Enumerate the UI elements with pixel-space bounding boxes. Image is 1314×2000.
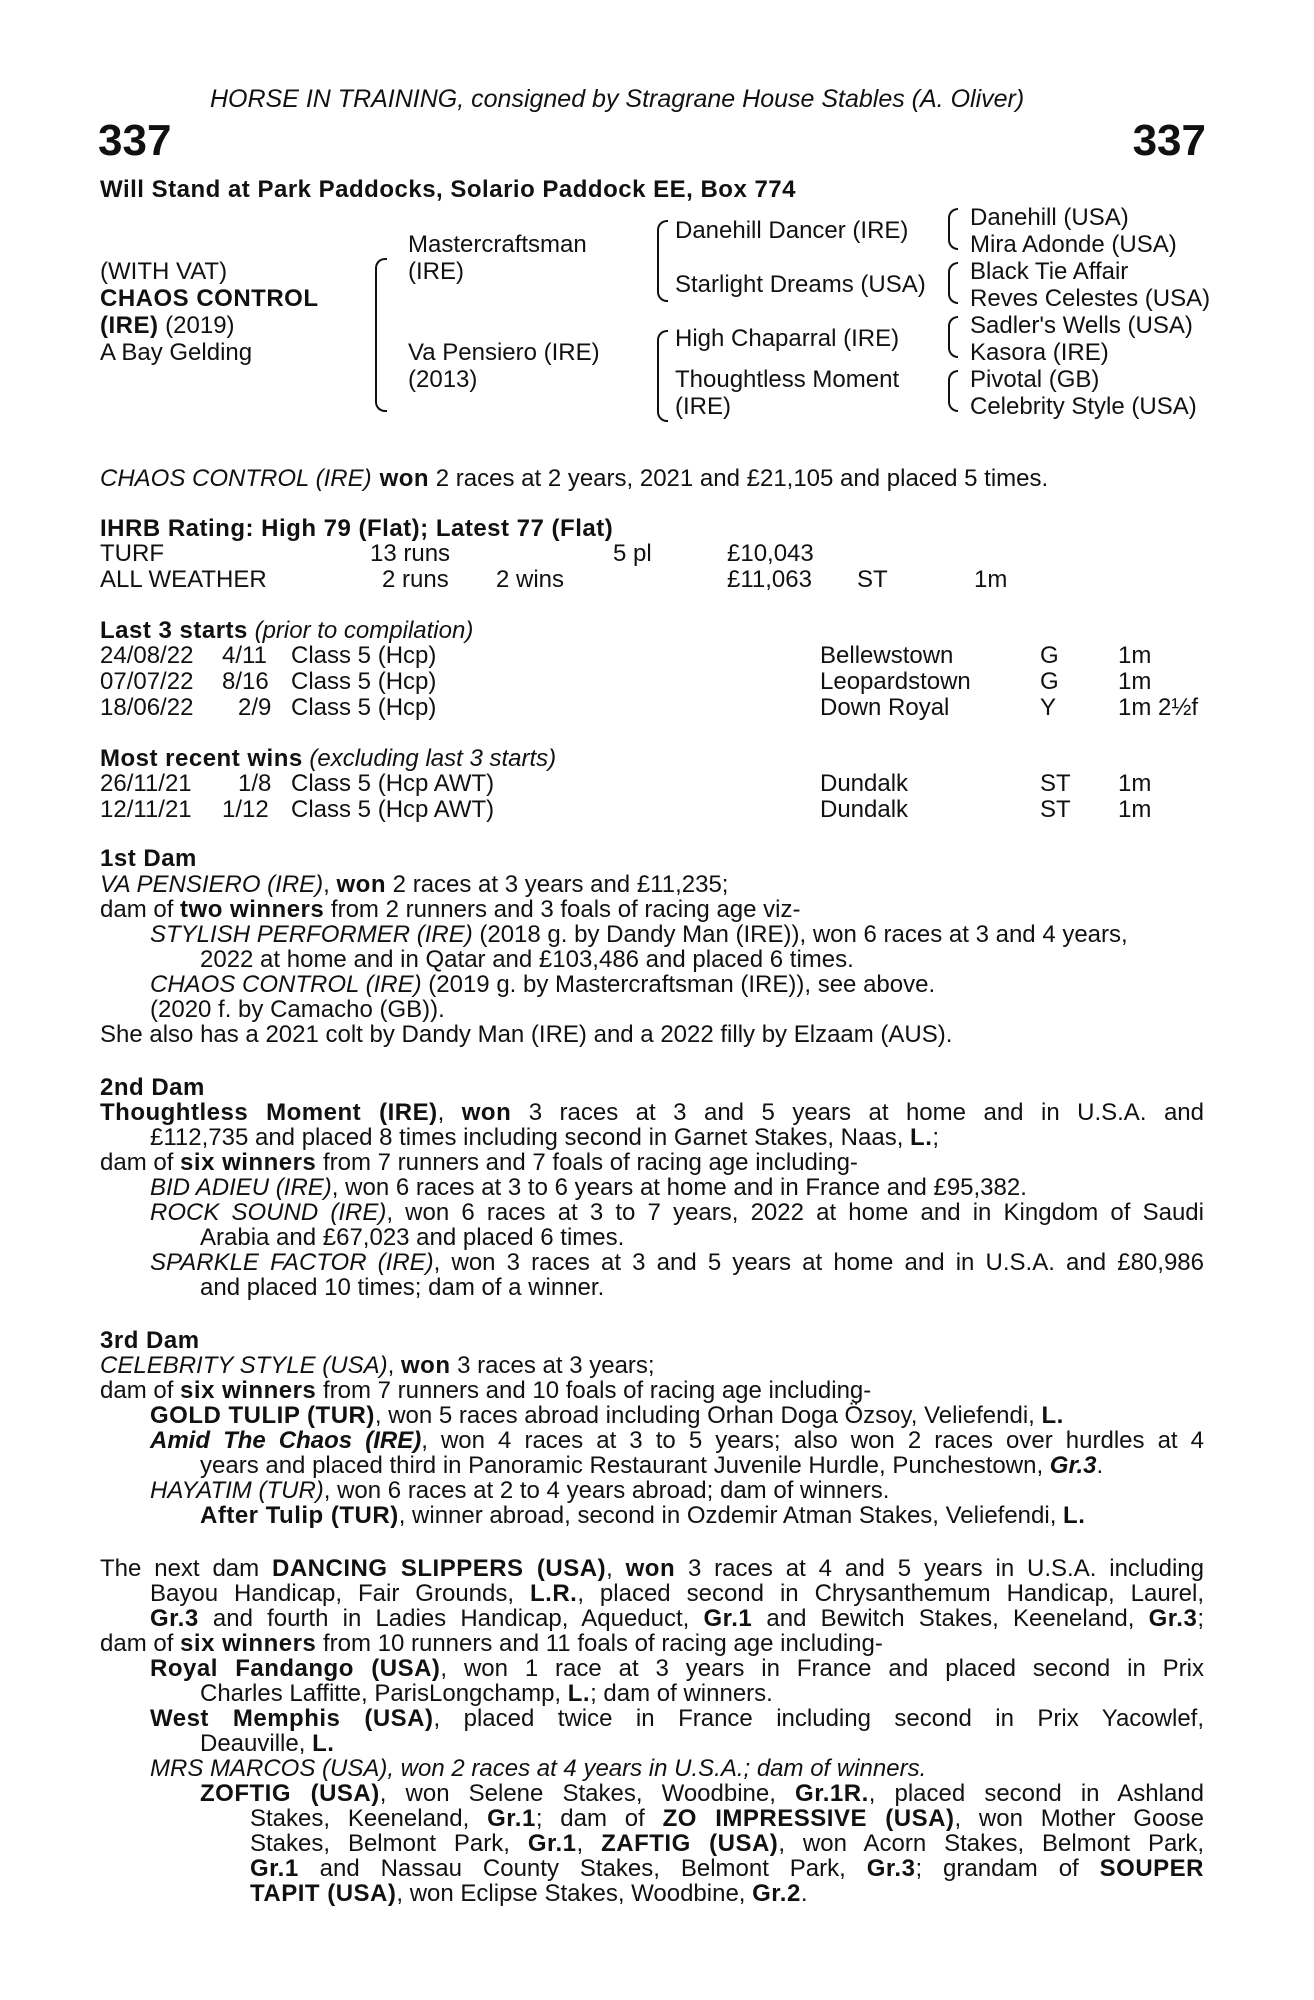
rating-distance: 1m <box>974 566 1008 593</box>
pedigree-brace-dam <box>657 330 668 422</box>
lot-number-right: 337 <box>1132 116 1206 165</box>
dam3-line: GOLD TULIP (TUR), won 5 races abroad including Orhan Doga Özsoy, Veliefendi, L. <box>150 1402 1064 1429</box>
rating-earnings: £11,063 <box>727 566 812 593</box>
dam1-line: STYLISH PERFORMER (IRE) (2018 g. by Dandy Man (IRE)), won 6 races at 3 and 4 years, <box>150 921 1128 948</box>
dam3-line: HAYATIM (TUR), won 6 races at 2 to 4 years abroad; dam of winners. <box>150 1477 890 1504</box>
nextdam-line: Bayou Handicap, Fair Grounds, L.R., placed second in Chrysanthemum Handicap, Laurel, <box>150 1580 1205 1607</box>
win-position: 1/8 <box>238 770 272 797</box>
ds-sire: Sadler's Wells (USA) <box>970 312 1193 339</box>
ds-dam: Kasora (IRE) <box>970 339 1109 366</box>
dam-sire: High Chaparral (IRE) <box>675 325 900 352</box>
dam3-line: years and placed third in Panoramic Restaurant Juvenile Hurdle, Punchestown, Gr.3. <box>200 1452 1104 1479</box>
win-class: Class 5 (Hcp AWT) <box>291 796 495 823</box>
start-class: Class 5 (Hcp) <box>291 668 437 695</box>
rating-wins: 2 wins <box>496 566 565 593</box>
start-position: 2/9 <box>238 694 272 721</box>
dam1-line: dam of two winners from 2 runners and 3 foals of racing age viz- <box>100 896 801 923</box>
start-course: Leopardstown <box>820 668 971 695</box>
start-distance: 1m 2½f <box>1118 694 1199 721</box>
sire-sire: Danehill Dancer (IRE) <box>675 217 909 244</box>
nextdam-line: Gr.1 and Nassau County Stakes, Belmont Park, Gr.3; grandam of SOUPER <box>250 1855 1204 1882</box>
horse-name-suffix: (IRE) (2019) <box>100 312 235 339</box>
sd-dam: Reves Celestes (USA) <box>970 285 1211 312</box>
dd-sire: Pivotal (GB) <box>970 366 1100 393</box>
nextdam-line: ZOFTIG (USA), won Selene Stakes, Woodbine, Gr.1R., placed second in Ashland <box>200 1780 1205 1807</box>
start-course: Down Royal <box>820 694 950 721</box>
consignment-line: HORSE IN TRAINING, consigned by Stragrane House Stables (A. Oliver) <box>210 85 1025 113</box>
dam3-line: Amid The Chaos (IRE), won 4 races at 3 to 5 years; also won 2 races over hurdles at 4 <box>150 1427 1204 1454</box>
rating-placed: 5 pl <box>613 540 652 567</box>
dam-name: Va Pensiero (IRE) <box>408 339 600 366</box>
ss-dam: Mira Adonde (USA) <box>970 231 1177 258</box>
dd-dam: Celebrity Style (USA) <box>970 393 1197 420</box>
dam3-line: CELEBRITY STYLE (USA), won 3 races at 3 years; <box>100 1352 655 1379</box>
win-going: ST <box>1040 796 1071 823</box>
recent-wins-title: Most recent wins (excluding last 3 starts) <box>100 745 557 772</box>
dam1-line: 2022 at home and in Qatar and £103,486 and placed 6 times. <box>200 946 854 973</box>
dam2-line: Arabia and £67,023 and placed 6 times. <box>200 1224 625 1251</box>
sire-name: Mastercraftsman <box>408 231 587 258</box>
ss-sire: Danehill (USA) <box>970 204 1129 231</box>
dam-year: (2013) <box>408 366 478 393</box>
sd-sire: Black Tie Affair <box>970 258 1129 285</box>
rating-going: ST <box>857 566 888 593</box>
horse-name: CHAOS CONTROL <box>100 285 319 312</box>
nextdam-line: TAPIT (USA), won Eclipse Stakes, Woodbine, Gr.2. <box>250 1880 808 1907</box>
vat-label: (WITH VAT) <box>100 258 228 285</box>
rating-surface: TURF <box>100 540 164 567</box>
last3-title: Last 3 starts (prior to compilation) <box>100 617 474 644</box>
rating-runs: 13 runs <box>370 540 451 567</box>
pedigree-brace-sd <box>948 262 958 304</box>
nextdam-line: Gr.3 and fourth in Ladies Handicap, Aqueduct, Gr.1 and Bewitch Stakes, Keeneland, Gr.3; <box>150 1605 1204 1632</box>
dam2-line: ROCK SOUND (IRE), won 6 races at 3 to 7 years, 2022 at home and in Kingdom of Saudi <box>150 1199 1204 1226</box>
nextdam-line: Stakes, Belmont Park, Gr.1, ZAFTIG (USA), won Acorn Stakes, Belmont Park, <box>250 1830 1204 1857</box>
rating-title: IHRB Rating: High 79 (Flat); Latest 77 (Flat) <box>100 515 614 542</box>
start-date: 07/07/22 <box>100 668 194 695</box>
dam1-line: VA PENSIERO (IRE), won 2 races at 3 years and £11,235; <box>100 871 729 898</box>
start-class: Class 5 (Hcp) <box>291 642 437 669</box>
dam3-title: 3rd Dam <box>100 1327 200 1354</box>
dam2-title: 2nd Dam <box>100 1074 205 1101</box>
nextdam-line: Deauville, L. <box>200 1730 335 1757</box>
pedigree-brace-sire <box>657 220 668 302</box>
start-distance: 1m <box>1118 668 1152 695</box>
pedigree-brace-ss <box>948 208 958 250</box>
dam2-line: SPARKLE FACTOR (IRE), won 3 races at 3 and 5 years at home and in U.S.A. and £80,986 <box>150 1249 1204 1276</box>
dam2-line: and placed 10 times; dam of a winner. <box>200 1274 605 1301</box>
win-date: 26/11/21 <box>100 770 192 797</box>
rating-runs: 2 runs <box>382 566 449 593</box>
dam3-line: dam of six winners from 7 runners and 10 foals of racing age including- <box>100 1377 872 1404</box>
nextdam-line: MRS MARCOS (USA), won 2 races at 4 years in U.S.A.; dam of winners. <box>150 1755 927 1782</box>
dam1-line: CHAOS CONTROL (IRE) (2019 g. by Mastercraftsman (IRE)), see above. <box>150 971 936 998</box>
dam2-line: dam of six winners from 7 runners and 7 foals of racing age including- <box>100 1149 858 1176</box>
rating-earnings: £10,043 <box>727 540 814 567</box>
start-date: 24/08/22 <box>100 642 194 669</box>
start-class: Class 5 (Hcp) <box>291 694 437 721</box>
nextdam-line: dam of six winners from 10 runners and 11 foals of racing age including- <box>100 1630 883 1657</box>
rating-surface: ALL WEATHER <box>100 566 267 593</box>
dam3-line: After Tulip (TUR), winner abroad, second in Ozdemir Atman Stakes, Veliefendi, L. <box>200 1502 1086 1529</box>
win-going: ST <box>1040 770 1071 797</box>
win-course: Dundalk <box>820 770 909 797</box>
dam2-line: £112,735 and placed 8 times including second in Garnet Stakes, Naas, L.; <box>150 1124 940 1151</box>
nextdam-line: The next dam DANCING SLIPPERS (USA), won 3 races at 4 and 5 years in U.S.A. including <box>100 1555 1204 1582</box>
win-date: 12/11/21 <box>100 796 192 823</box>
pedigree-brace-ds <box>948 316 958 358</box>
start-distance: 1m <box>1118 642 1152 669</box>
sire-origin: (IRE) <box>408 258 464 285</box>
start-position: 8/16 <box>222 668 269 695</box>
win-distance: 1m <box>1118 770 1152 797</box>
start-going: G <box>1040 668 1059 695</box>
start-position: 4/11 <box>222 642 267 669</box>
start-going: G <box>1040 642 1059 669</box>
horse-description: A Bay Gelding <box>100 339 253 366</box>
start-going: Y <box>1040 694 1057 721</box>
pedigree-brace-main <box>375 258 387 412</box>
dam2-line: Thoughtless Moment (IRE), won 3 races at 3 and 5 years at home and in U.S.A. and <box>100 1099 1204 1126</box>
win-class: Class 5 (Hcp AWT) <box>291 770 495 797</box>
nextdam-line: Royal Fandango (USA), won 1 race at 3 years in France and placed second in Prix <box>150 1655 1204 1682</box>
start-course: Bellewstown <box>820 642 954 669</box>
sire-dam: Starlight Dreams (USA) <box>675 271 926 298</box>
start-date: 18/06/22 <box>100 694 194 721</box>
pedigree-brace-dd <box>948 370 958 412</box>
dam-dam: Thoughtless Moment <box>675 366 900 393</box>
stand-location: Will Stand at Park Paddocks, Solario Paddock EE, Box 774 <box>100 176 797 203</box>
win-position: 1/12 <box>222 796 269 823</box>
lot-number-left: 337 <box>98 116 172 165</box>
dam2-line: BID ADIEU (IRE), won 6 races at 3 to 6 years at home and in France and £95,382. <box>150 1174 1027 1201</box>
dam1-line: (2020 f. by Camacho (GB)). <box>150 996 445 1023</box>
win-distance: 1m <box>1118 796 1152 823</box>
race-summary: CHAOS CONTROL (IRE) won 2 races at 2 years, 2021 and £21,105 and placed 5 times. <box>100 465 1049 492</box>
nextdam-line: Stakes, Keeneland, Gr.1; dam of ZO IMPRESSIVE (USA), won Mother Goose <box>250 1805 1204 1832</box>
dam-dam-origin: (IRE) <box>675 393 731 420</box>
nextdam-line: Charles Laffitte, ParisLongchamp, L.; dam of winners. <box>200 1680 773 1707</box>
win-course: Dundalk <box>820 796 909 823</box>
dam1-line: She also has a 2021 colt by Dandy Man (IRE) and a 2022 filly by Elzaam (AUS). <box>100 1021 953 1048</box>
dam1-title: 1st Dam <box>100 845 197 872</box>
nextdam-line: West Memphis (USA), placed twice in France including second in Prix Yacowlef, <box>150 1705 1204 1732</box>
